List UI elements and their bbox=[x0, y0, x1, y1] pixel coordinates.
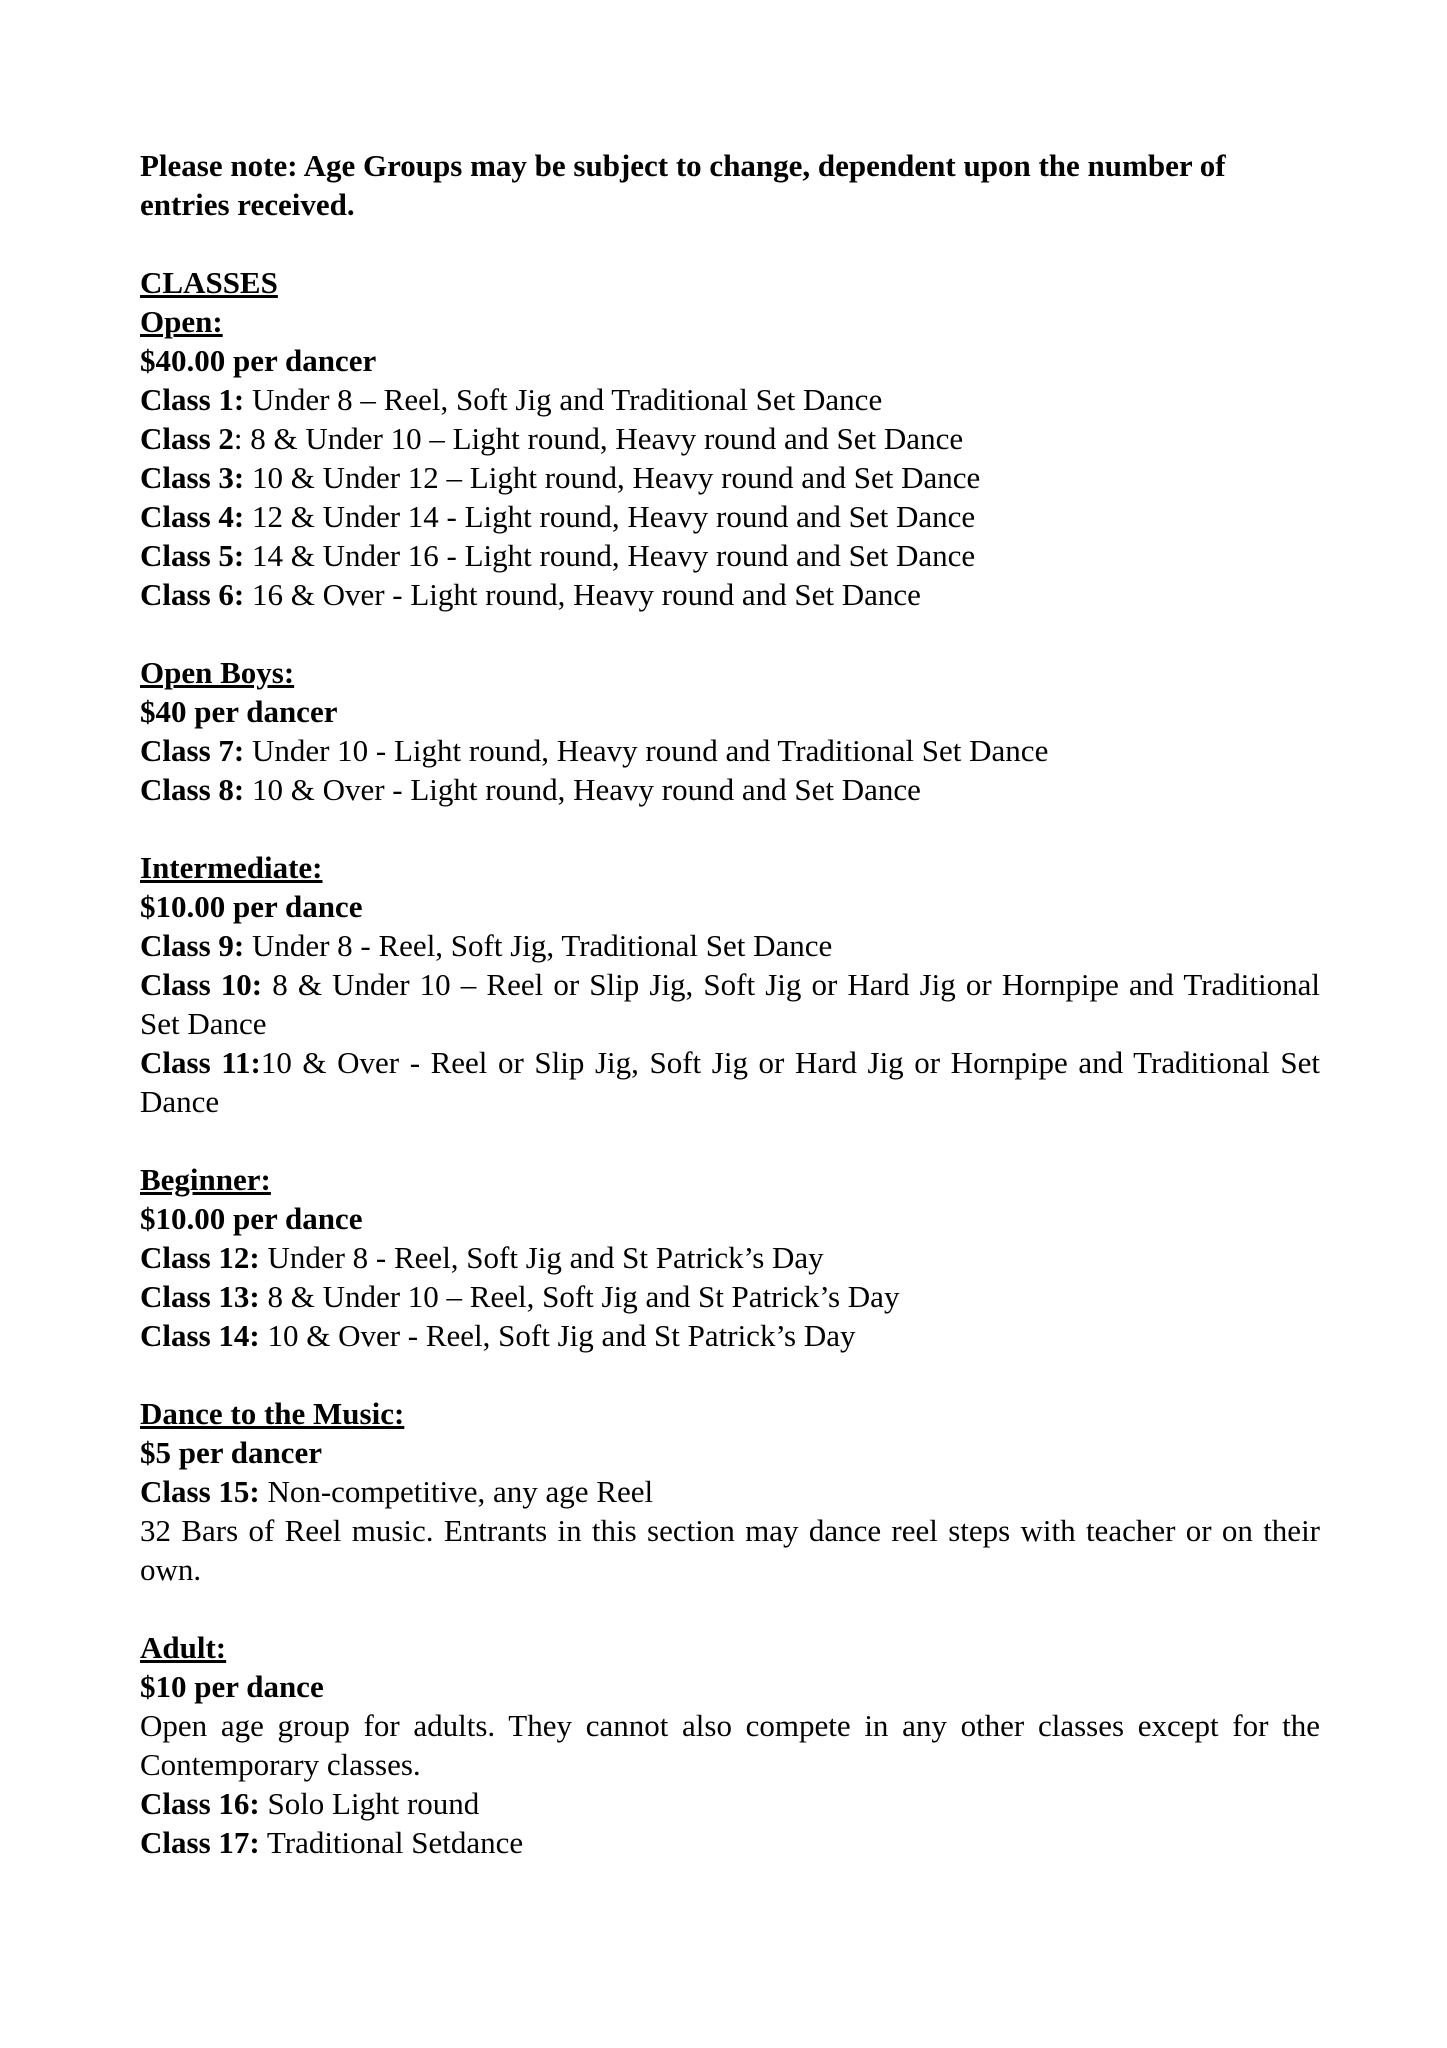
class-label: Class 1: bbox=[140, 382, 245, 417]
section-title: Intermediate: bbox=[140, 850, 323, 885]
class-text: 10 & Over - Reel, Soft Jig and St Patrick’s Day bbox=[259, 1318, 856, 1353]
section-price: $10 per dance bbox=[140, 1669, 324, 1704]
class-line bbox=[140, 926, 1320, 965]
class-text: Under 8 - Reel, Soft Jig, Traditional Set Dance bbox=[244, 928, 833, 963]
classes-heading: CLASSES bbox=[140, 265, 278, 300]
class-line bbox=[140, 1277, 1320, 1316]
class-line bbox=[140, 770, 1320, 809]
class-line bbox=[140, 1043, 1320, 1121]
section-title: Open: bbox=[140, 304, 223, 339]
section-description: Open age group for adults. They cannot also compete in any other classes except for the Contemporary classes. bbox=[140, 1708, 1320, 1782]
class-label: Class 6: bbox=[140, 577, 245, 612]
class-line bbox=[140, 380, 1320, 419]
class-label: Class 3: bbox=[140, 460, 245, 495]
class-line bbox=[140, 1472, 1320, 1511]
class-line bbox=[140, 1823, 1320, 1862]
class-label: Class 2 bbox=[140, 421, 234, 456]
spacer bbox=[140, 809, 1320, 848]
class-text: Solo Light round bbox=[259, 1786, 480, 1821]
class-text: : 8 & Under 10 – Light round, Heavy round and Set Dance bbox=[233, 421, 964, 456]
spacer bbox=[140, 1121, 1320, 1160]
note-paragraph: Please note: Age Groups may be subject to change, dependent upon the number of entries received. bbox=[140, 148, 1226, 222]
section-title: Open Boys: bbox=[140, 655, 295, 690]
section-title: Dance to the Music: bbox=[140, 1396, 405, 1431]
class-label: Class 16: bbox=[140, 1786, 260, 1821]
class-text: 8 & Under 10 – Reel, Soft Jig and St Patrick’s Day bbox=[259, 1279, 900, 1314]
section-price: $10.00 per dance bbox=[140, 889, 363, 924]
class-label: Class 13: bbox=[140, 1279, 260, 1314]
class-line bbox=[140, 497, 1320, 536]
class-line bbox=[140, 575, 1320, 614]
class-label: Class 11: bbox=[140, 1045, 261, 1080]
class-label: Class 7: bbox=[140, 733, 245, 768]
class-label: Class 10: bbox=[140, 967, 263, 1002]
section-beginner bbox=[140, 1160, 1320, 1355]
class-label: Class 14: bbox=[140, 1318, 260, 1353]
section-price: $40 per dancer bbox=[140, 694, 338, 729]
spacer bbox=[140, 1589, 1320, 1628]
spacer bbox=[140, 614, 1320, 653]
class-text: 8 & Under 10 – Reel or Slip Jig, Soft Jig or Hard Jig or Hornpipe and Traditional Set Dance bbox=[140, 967, 1320, 1041]
class-label: Class 4: bbox=[140, 499, 245, 534]
class-text: 14 & Under 16 - Light round, Heavy round and Set Dance bbox=[244, 538, 976, 573]
class-label: Class 8: bbox=[140, 772, 245, 807]
section-adult bbox=[140, 1628, 1320, 1862]
class-line bbox=[140, 965, 1320, 1043]
class-text: Under 8 – Reel, Soft Jig and Traditional Set Dance bbox=[244, 382, 883, 417]
class-label: Class 9: bbox=[140, 928, 245, 963]
section-price: $40.00 per dancer bbox=[140, 343, 377, 378]
class-line bbox=[140, 731, 1320, 770]
section-intermediate bbox=[140, 848, 1320, 1121]
class-line bbox=[140, 1316, 1320, 1355]
class-label: Class 12: bbox=[140, 1240, 260, 1275]
section-open bbox=[140, 302, 1320, 614]
section-description: 32 Bars of Reel music. Entrants in this section may dance reel steps with teacher or on their own. bbox=[140, 1513, 1320, 1587]
section-dance-to-the-music bbox=[140, 1394, 1320, 1589]
class-line bbox=[140, 1238, 1320, 1277]
class-text: 10 & Over - Reel or Slip Jig, Soft Jig or Hard Jig or Hornpipe and Traditional Set Dance bbox=[140, 1045, 1320, 1119]
class-text: 10 & Under 12 – Light round, Heavy round and Set Dance bbox=[244, 460, 981, 495]
class-line bbox=[140, 419, 1320, 458]
class-line bbox=[140, 458, 1320, 497]
class-text: Under 10 - Light round, Heavy round and Traditional Set Dance bbox=[244, 733, 1049, 768]
document-page bbox=[140, 146, 1320, 1862]
section-title: Adult: bbox=[140, 1630, 227, 1665]
class-text: 16 & Over - Light round, Heavy round and Set Dance bbox=[244, 577, 921, 612]
class-label: Class 15: bbox=[140, 1474, 260, 1509]
class-text: Traditional Setdance bbox=[259, 1825, 524, 1860]
class-text: Non-competitive, any age Reel bbox=[259, 1474, 654, 1509]
section-price: $5 per dancer bbox=[140, 1435, 322, 1470]
class-label: Class 17: bbox=[140, 1825, 260, 1860]
section-price: $10.00 per dance bbox=[140, 1201, 363, 1236]
class-text: 12 & Under 14 - Light round, Heavy round and Set Dance bbox=[244, 499, 976, 534]
class-text: Under 8 - Reel, Soft Jig and St Patrick’s Day bbox=[259, 1240, 824, 1275]
section-title: Beginner: bbox=[140, 1162, 271, 1197]
spacer bbox=[140, 224, 1320, 263]
class-line bbox=[140, 536, 1320, 575]
section-open-boys bbox=[140, 653, 1320, 809]
spacer bbox=[140, 1355, 1320, 1394]
class-line bbox=[140, 1784, 1320, 1823]
class-text: 10 & Over - Light round, Heavy round and Set Dance bbox=[244, 772, 921, 807]
class-label: Class 5: bbox=[140, 538, 245, 573]
